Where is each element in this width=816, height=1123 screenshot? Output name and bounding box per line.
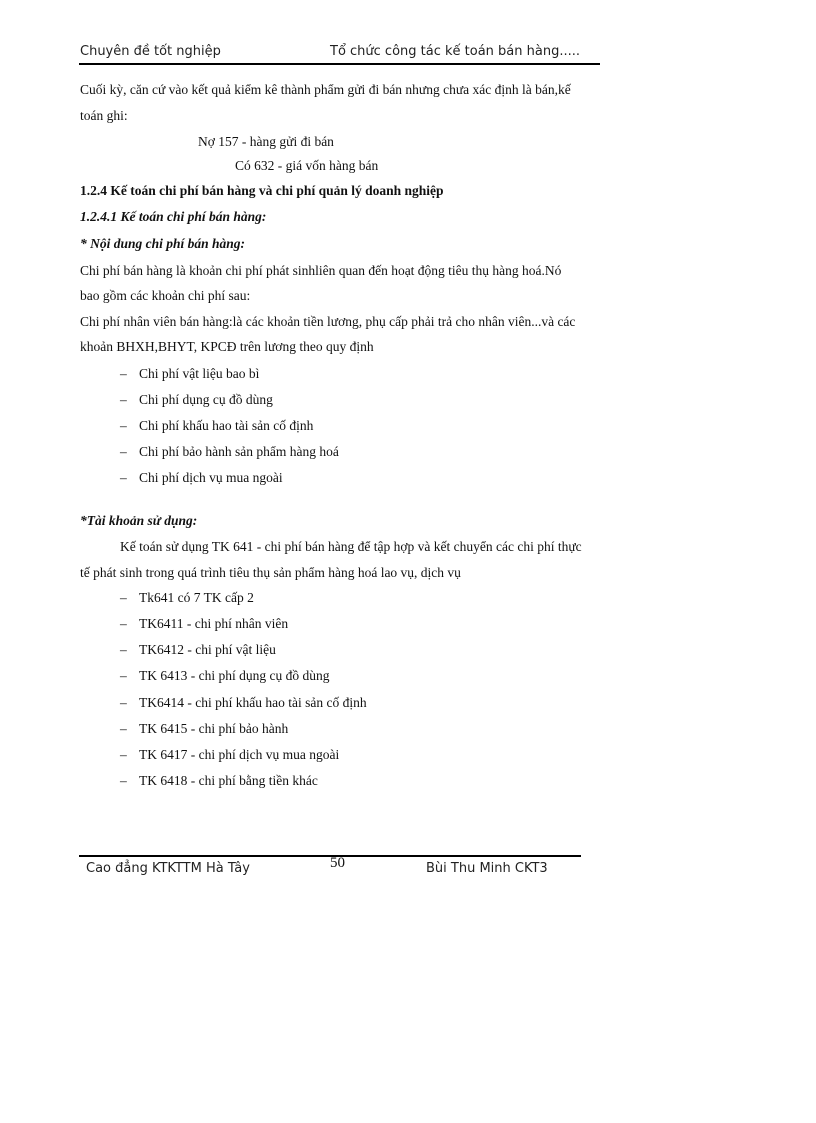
content-title: * Nội dung chi phí bán hàng: [80, 236, 246, 251]
list-bullet: – [120, 773, 127, 788]
list-bullet: – [120, 444, 127, 459]
list-bullet: – [120, 470, 127, 485]
para2-line-2: khoản BHXH,BHYT, KPCĐ trên lương theo quy định [80, 339, 374, 354]
footer-right: Bùi Thu Minh CKT3 [426, 861, 548, 876]
list-item: TK 6417 - chi phí dịch vụ mua ngoài [139, 747, 340, 762]
list-bullet: – [120, 616, 127, 631]
list-bullet: – [120, 642, 127, 657]
para2-line-1: Chi phí nhân viên bán hàng:là các khoản tiền lương, phụ cấp phải trả cho nhân viên...và các [80, 314, 576, 329]
list-item: TK6411 - chi phí nhân viên [139, 616, 289, 631]
para1-line-1: Chi phí bán hàng là khoản chi phí phát sinhliên quan đến hoạt động tiêu thụ hàng hoá.Nó [80, 263, 562, 278]
intro-line-1: Cuối kỳ, căn cứ vào kết quả kiểm kê thành phẩm gửi đi bán nhưng chưa xác định là bán,kế [80, 82, 571, 97]
account-line-1: Kế toán sử dụng TK 641 - chi phí bán hàng để tập hợp và kết chuyển các chi phí thực [120, 539, 582, 554]
list-item: TK6412 - chi phí vật liệu [139, 642, 276, 657]
header-rule [79, 63, 600, 65]
list-bullet: – [120, 747, 127, 762]
section-heading: 1.2.4 Kế toán chi phí bán hàng và chi phí quản lý doanh nghiệp [80, 183, 444, 198]
list-item: TK 6413 - chi phí dụng cụ đồ dùng [139, 668, 330, 683]
list-item: Chi phí vật liệu bao bì [139, 366, 260, 381]
list-item: TK 6415 - chi phí bảo hành [139, 721, 289, 736]
list-item: Chi phí dịch vụ mua ngoài [139, 470, 283, 485]
list-item: Chi phí dụng cụ đồ dùng [139, 392, 273, 407]
list-bullet: – [120, 418, 127, 433]
list-item: Chi phí khấu hao tài sản cố định [139, 418, 314, 433]
list-bullet: – [120, 721, 127, 736]
footer-left: Cao đẳng KTKTTM Hà Tây [86, 861, 250, 876]
intro-line-2: toán ghi: [80, 108, 128, 123]
para1-line-2: bao gồm các khoản chi phí sau: [80, 288, 251, 303]
list-item: TK6414 - chi phí khấu hao tài sản cố định [139, 695, 367, 710]
list-bullet: – [120, 668, 127, 683]
list-bullet: – [120, 590, 127, 605]
list-item: TK 6418 - chi phí bằng tiền khác [139, 773, 318, 788]
list-item: Chi phí bảo hành sản phẩm hàng hoá [139, 444, 339, 459]
list-bullet: – [120, 392, 127, 407]
header-right: Tổ chức công tác kế toán bán hàng..... [330, 44, 580, 59]
account-line-2: tế phát sinh trong quá trình tiêu thụ sản phẩm hàng hoá lao vụ, dịch vụ [80, 565, 461, 580]
entry-credit: Có 632 - giá vốn hàng bán [235, 158, 379, 173]
list-bullet: – [120, 695, 127, 710]
section-subheading: 1.2.4.1 Kế toán chi phí bán hàng: [80, 209, 267, 224]
page-number: 50 [330, 855, 345, 871]
list-bullet: – [120, 366, 127, 381]
list-item: Tk641 có 7 TK cấp 2 [139, 590, 254, 605]
entry-debit: Nợ 157 - hàng gửi đi bán [198, 134, 334, 149]
account-title: *Tài khoản sử dụng: [80, 513, 198, 528]
header-left: Chuyên đề tốt nghiệp [80, 44, 221, 59]
